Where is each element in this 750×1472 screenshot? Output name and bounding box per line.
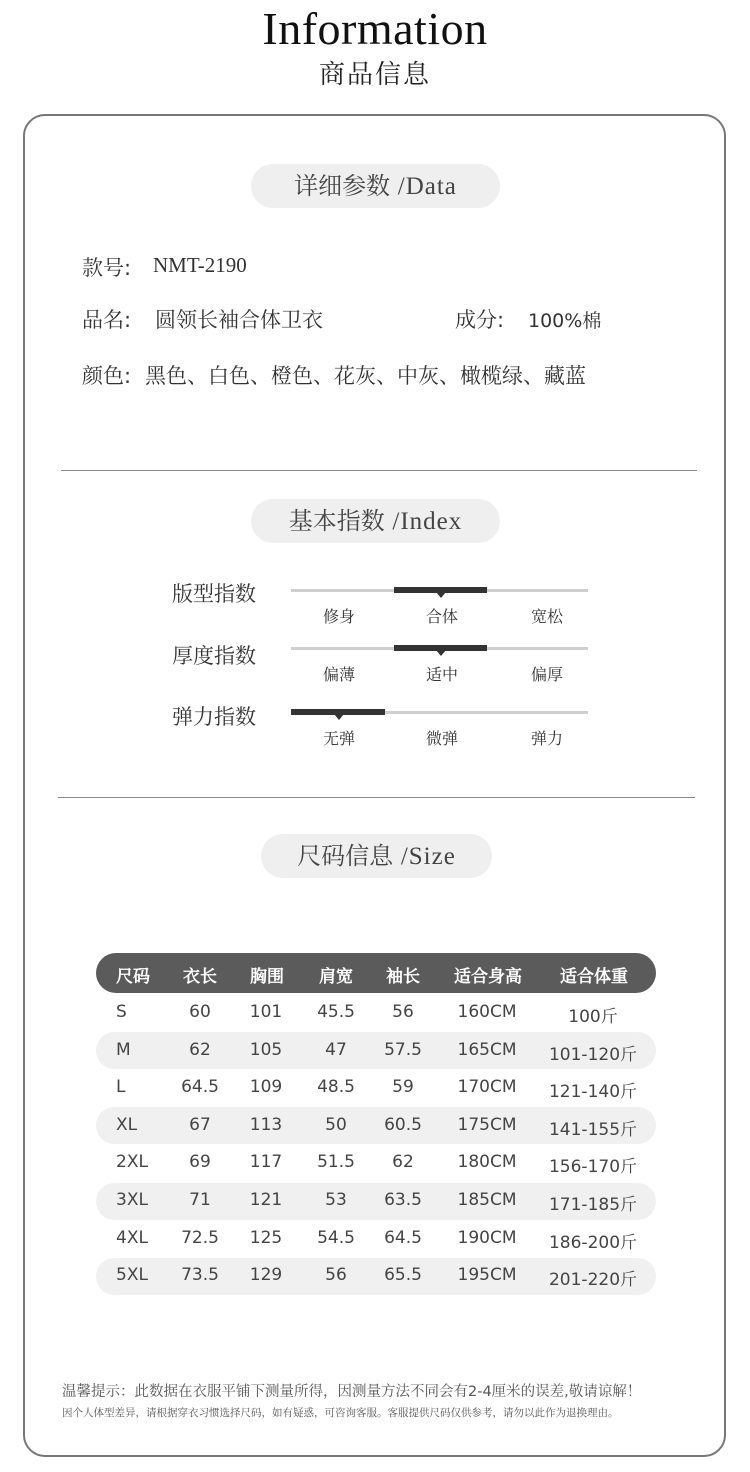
fit-index-label: 版型指数 — [172, 582, 256, 606]
size-table-cell: 62 — [392, 1152, 414, 1173]
size-table-cell: 50 — [325, 1114, 347, 1135]
section-divider-2 — [58, 797, 695, 798]
size-table-cell: 101 — [249, 1002, 283, 1022]
material-value: 100%棉 — [528, 310, 602, 332]
product-name-value: 圆领长袖合体卫衣 — [155, 308, 323, 332]
size-table-cell: XL — [116, 1114, 138, 1135]
fit-option-regular: 合体 — [425, 607, 458, 626]
size-table-cell: 156-170斤 — [548, 1157, 638, 1178]
size-table-cell: 109 — [249, 1077, 283, 1098]
size-table-cell: 160CM — [457, 1002, 517, 1022]
size-table-cell: 47 — [325, 1039, 347, 1060]
fit-option-loose: 宽松 — [530, 607, 563, 626]
size-table-cell: 105 — [249, 1039, 283, 1060]
size-table-cell: 45.5 — [317, 1002, 355, 1022]
size-table-cell: 3XL — [116, 1190, 148, 1210]
size-table-cell: 121 — [249, 1190, 283, 1210]
section-heading-index-cn: 基本指数 — [288, 507, 385, 535]
section-heading-index-en: /Index — [392, 508, 463, 535]
section-heading-data-en: /Data — [397, 173, 457, 200]
thickness-option-thick: 偏厚 — [530, 665, 563, 684]
elasticity-index-label: 弹力指数 — [172, 705, 256, 729]
size-table-cell: 51.5 — [317, 1152, 355, 1173]
color-value: 黑色、白色、橙色、花灰、中灰、橄榄绿、藏蓝 — [145, 364, 586, 388]
size-table-cell: 100斤 — [568, 1007, 618, 1027]
size-table-cell: 5XL — [116, 1265, 148, 1286]
size-col-height: 适合身高 — [454, 967, 522, 987]
size-table-cell: 121-140斤 — [548, 1082, 638, 1103]
size-col-chest: 胸围 — [250, 967, 284, 987]
size-table-cell: 65.5 — [384, 1265, 422, 1286]
size-table-cell: 54.5 — [317, 1227, 355, 1248]
size-table-cell: 165CM — [457, 1039, 517, 1060]
thickness-index-label: 厚度指数 — [172, 644, 256, 668]
size-col-length: 衣长 — [183, 967, 217, 987]
size-table-cell: 186-200斤 — [548, 1232, 638, 1253]
size-table-cell: S — [116, 1002, 127, 1022]
size-table-cell: 53 — [325, 1190, 347, 1210]
thickness-index-pointer-icon — [436, 650, 446, 656]
size-col-shoulder: 肩宽 — [319, 967, 353, 987]
elasticity-option-none: 无弹 — [322, 729, 355, 748]
thickness-option-medium: 适中 — [425, 665, 458, 684]
size-table-cell: 113 — [249, 1114, 283, 1135]
size-table-cell: 129 — [249, 1265, 283, 1286]
size-table-cell: 101-120斤 — [548, 1044, 638, 1065]
size-table-cell: 69 — [189, 1152, 211, 1173]
size-table-cell: 141-155斤 — [548, 1119, 638, 1140]
section-heading-data — [251, 164, 500, 208]
fit-index-pointer-icon — [436, 592, 446, 598]
size-table-cell: 56 — [392, 1002, 414, 1022]
size-table-cell: 2XL — [116, 1152, 148, 1173]
size-col-sleeve: 袖长 — [386, 967, 420, 987]
elasticity-index-pointer-icon — [334, 714, 344, 720]
size-table-header — [96, 953, 656, 993]
thickness-option-thin: 偏薄 — [322, 665, 355, 684]
size-table-cell: 73.5 — [181, 1265, 219, 1286]
size-table-cell: 60 — [189, 1002, 211, 1022]
size-table-cell: 171-185斤 — [548, 1195, 638, 1215]
size-table-cell: 62 — [189, 1039, 211, 1060]
size-table-cell: 63.5 — [384, 1190, 422, 1210]
size-table-cell: 64.5 — [181, 1077, 219, 1098]
page-title-cn: 商品信息 — [318, 60, 431, 90]
size-table-cell: 180CM — [457, 1152, 517, 1173]
style-number-label: 款号: — [82, 256, 132, 280]
size-table-cell: 195CM — [457, 1265, 517, 1286]
size-table-cell: 117 — [249, 1152, 283, 1173]
notice-line-1: 温馨提示：此数据在衣服平铺下测量所得，因测量方法不同会有2-4厘米的误差,敬请谅解！ — [62, 1384, 642, 1400]
elasticity-option-stretch: 弹力 — [530, 729, 563, 748]
section-heading-size-en: /Size — [400, 843, 456, 870]
size-table-cell: 185CM — [457, 1190, 517, 1210]
elasticity-option-slight: 微弹 — [425, 729, 458, 748]
size-col-weight: 适合体重 — [560, 967, 628, 987]
size-table-cell: 201-220斤 — [548, 1270, 638, 1291]
product-name-label: 品名: — [82, 308, 132, 332]
size-col-size: 尺码 — [116, 967, 150, 987]
size-table-cell: 59 — [392, 1077, 414, 1098]
size-table-cell: 57.5 — [384, 1039, 422, 1060]
section-heading-index — [251, 499, 500, 543]
size-table-cell: 170CM — [457, 1077, 517, 1098]
size-table-cell: 56 — [325, 1265, 347, 1286]
size-table-cell: 190CM — [457, 1227, 517, 1248]
size-table-cell: 125 — [249, 1227, 283, 1248]
fit-option-slim: 修身 — [322, 607, 355, 626]
size-table-cell: 48.5 — [317, 1077, 355, 1098]
section-heading-data-cn: 详细参数 — [294, 172, 391, 200]
size-table-cell: 71 — [189, 1190, 211, 1210]
color-label: 颜色: — [82, 364, 132, 388]
page-title-en: Information — [262, 3, 488, 54]
style-number-value: NMT-2190 — [153, 253, 247, 277]
size-table-cell: 64.5 — [384, 1227, 422, 1248]
section-divider-1 — [61, 470, 697, 471]
size-table-cell: 175CM — [457, 1114, 517, 1135]
size-table-cell: M — [116, 1039, 131, 1060]
notice-line-2: 因个人体型差异，请根据穿衣习惯选择尺码，如有疑惑，可咨询客服。客服提供尺码仅供参考，请勿以此作为退换理由。 — [62, 1407, 619, 1419]
size-table-cell: 4XL — [116, 1227, 148, 1248]
size-table-cell: 60.5 — [384, 1114, 422, 1135]
size-table-cell: L — [116, 1077, 126, 1098]
material-label: 成分: — [455, 308, 505, 332]
section-heading-size-cn: 尺码信息 — [297, 842, 394, 870]
section-heading-size — [261, 834, 492, 878]
size-table-cell: 67 — [189, 1114, 211, 1135]
size-table-cell: 72.5 — [181, 1227, 219, 1248]
